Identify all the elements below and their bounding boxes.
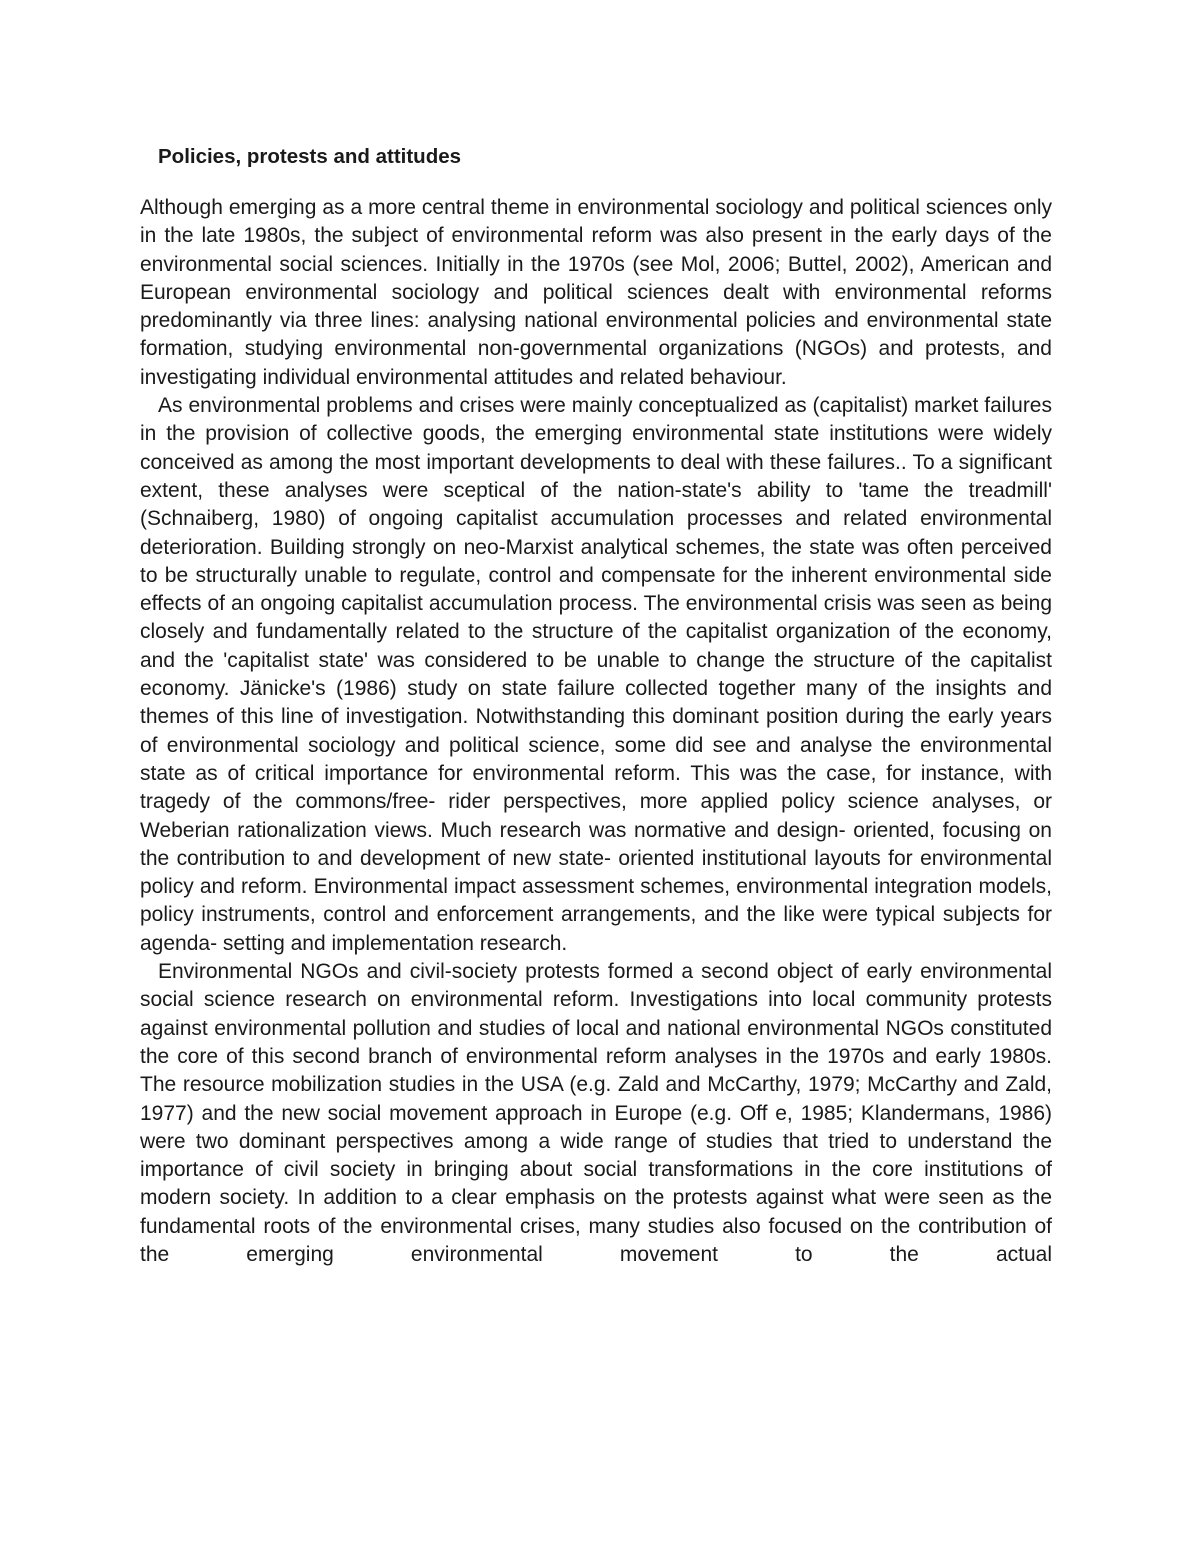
paragraph-3: Environmental NGOs and civil-society protests formed a second object of early environmental social science research on environmental reform. Investigations into local community protests against environmental pollution and studies of local and national environmental NGOs constituted the core of this second branch of environmental reform analyses in the 1970s and early 1980s. The resource mobilization studies in the USA (e.g. Zald and McCarthy, 1979; McCarthy and Zald, 1977) and the new social movement approach in Europe (e.g. Off e, 1985; Klandermans, 1986) were two dominant perspectives among a wide range of studies that tried to understand the importance of civil society in bringing about social transformations in the core institutions of modern society. In addition to a clear emphasis on the protests against what were seen as the fundamental roots of the environmental crises, many studies also focused on the contribution of the emerging environmental movement to the actual [140, 960, 1052, 1266]
document-body [140, 143, 1052, 1269]
paragraph-2: As environmental problems and crises were mainly conceptualized as (capitalist) market failures in the provision of collective goods, the emerging environmental state institutions were widely conceived as among the most important developments to deal with these failures.. To a significant extent, these analyses were sceptical of the nation-state's ability to 'tame the treadmill' (Schnaiberg, 1980) of ongoing capitalist accumulation processes and related environmental deterioration. Building strongly on neo-Marxist analytical schemes, the state was often perceived to be structurally unable to regulate, control and compensate for the inherent environmental side effects of an ongoing capitalist accumulation process. The environmental crisis was seen as being closely and fundamentally related to the structure of the capitalist organization of the economy, and the 'capitalist state' was considered to be unable to change the structure of the capitalist economy. Jänicke's (1986) study on state failure collected together many of the insights and themes of this line of investigation. Notwithstanding this dominant position during the early years of environmental sociology and political science, some did see and analyse the environmental state as of critical importance for environmental reform. This was the case, for instance, with tragedy of the commons/free- rider perspectives, more applied policy science analyses, or Weberian rationalization views. Much research was normative and design- oriented, focusing on the contribution to and development of new state- oriented institutional layouts for environmental policy and reform. Environmental impact assessment schemes, environmental integration models, policy instruments, control and enforcement arrangements, and the like were typical subjects for agenda- setting and implementation research. [140, 394, 1052, 955]
section-heading: Policies, protests and attitudes [158, 145, 462, 168]
paragraph-1: Although emerging as a more central theme in environmental sociology and political sciences only in the late 1980s, the subject of environmental reform was also present in the early days of the environmental social sciences. Initially in the 1970s (see Mol, 2006; Buttel, 2002), American and European environmental sociology and political sciences dealt with environmental reforms predominantly via three lines: analysing national environmental policies and environmental state formation, studying environmental non-governmental organizations (NGOs) and protests, and investigating individual environmental attitudes and related behaviour. [140, 196, 1052, 389]
